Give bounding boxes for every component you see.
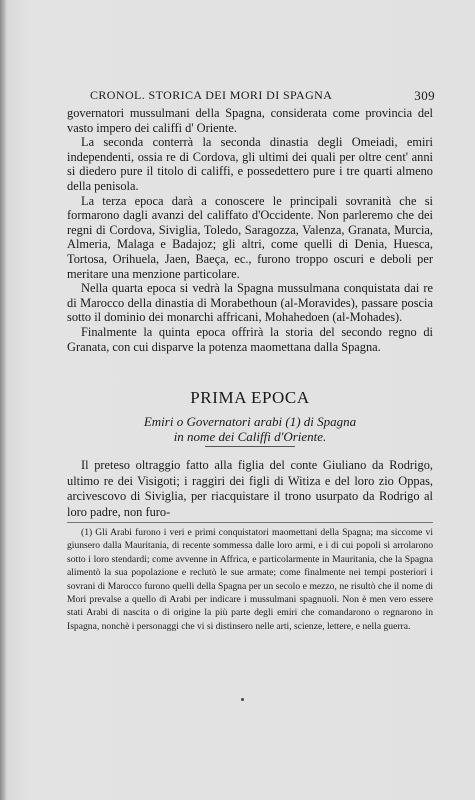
section-subheading <box>67 414 433 444</box>
page-number: 309 <box>414 88 435 103</box>
section-body <box>67 458 433 520</box>
subheading-line: in nome dei Califfi d'Oriente. <box>173 429 327 444</box>
paragraph: La seconda conterrà la seconda dinastia degli Omeiadi, emiri independenti, ossia re di Cordova, gli ultimi dei quali per oltre cent' anni si diedero pure il titolo di califfi, e possedettero pure i tre quarti almeno della penisola. <box>67 135 433 193</box>
subheading-line: Emiri o Governatori arabi (1) di Spagna <box>143 414 357 429</box>
footnote <box>67 526 433 633</box>
paragraph: governatori mussulmani della Spagna, considerata come provincia del vasto impero dei califfi d' Oriente. <box>67 106 433 135</box>
section-heading: PRIMA EPOCA <box>190 388 310 407</box>
section-divider <box>205 446 295 447</box>
footnote-text: (1) Gli Arabi furono i veri e primi conquistatori maomettani della Spagna; ma siccome vi giunsero dalla Mauritania, di recente sommessa dalle loro armi, e i di cui popoli si arrolarono sotto i loro stendardi; come avvenne in Affrica, e particolarmente in Mauritania, che la Spagna alimentò la sua popolazione e reclutò le sue armate; come finalmente nei tempi posteriori i sovrani di Marocco furono quelli della Spagna per un secolo e mezzo, ne risultò che il nome di Mori prevalse a quello di Arabi per indicare i mussulmani spagnuoli. Non è men vero essere stati Arabi di nascita o di origine la più parte degli emiri che comandarono o regnarono in Ispagna, nonchè i personaggi che vi si distinsero nelle arti, scienze, lettere, e nella guerra. <box>67 527 433 632</box>
footnote-divider <box>67 522 433 523</box>
paragraph: La terza epoca darà a conoscere le principali sovranità che si formarono dagli avanzi del califfato d'Occidente. Non parleremo che dei regni di Cordova, Siviglia, Toledo, Saragozza, Valenza, Granata, Murcia, Almeria, Malaga e Badajoz; gli altri, come quelli di Denia, Huesca, Tortosa, Orihuela, Jaen, Baeça, ec., furono troppo oscuri e deboli per meritare una menzione particolare. <box>67 193 433 281</box>
ink-dot <box>241 698 244 701</box>
running-title: CRONOL. STORICA DEI MORI DI SPAGNA <box>90 88 333 102</box>
paragraph: Finalmente la quinta epoca offrirà la storia del secondo regno di Granata, con cui disparve la potenza maomettana dalla Spagna. <box>67 324 433 354</box>
intro-text <box>67 106 433 354</box>
paragraph: Nella quarta epoca si vedrà la Spagna mussulmana conquistata dai re di Marocco della dinastia di Morabethoun (al-Moravides), passare poscia sotto il dominio dei monarchi affricani, Mohahedoen (al-Mohades). <box>67 281 433 325</box>
page-binding-edge <box>0 0 6 800</box>
paragraph: Il preteso oltraggio fatto alla figlia del conte Giuliano da Rodrigo, ultimo re dei Visigoti; i raggiri dei figli di Witiza e del loro zio Oppas, arcivescovo di Siviglia, per riacquistare il trono usurpato da Rodrigo al loro padre, non furo- <box>67 458 433 519</box>
running-header <box>60 88 435 106</box>
